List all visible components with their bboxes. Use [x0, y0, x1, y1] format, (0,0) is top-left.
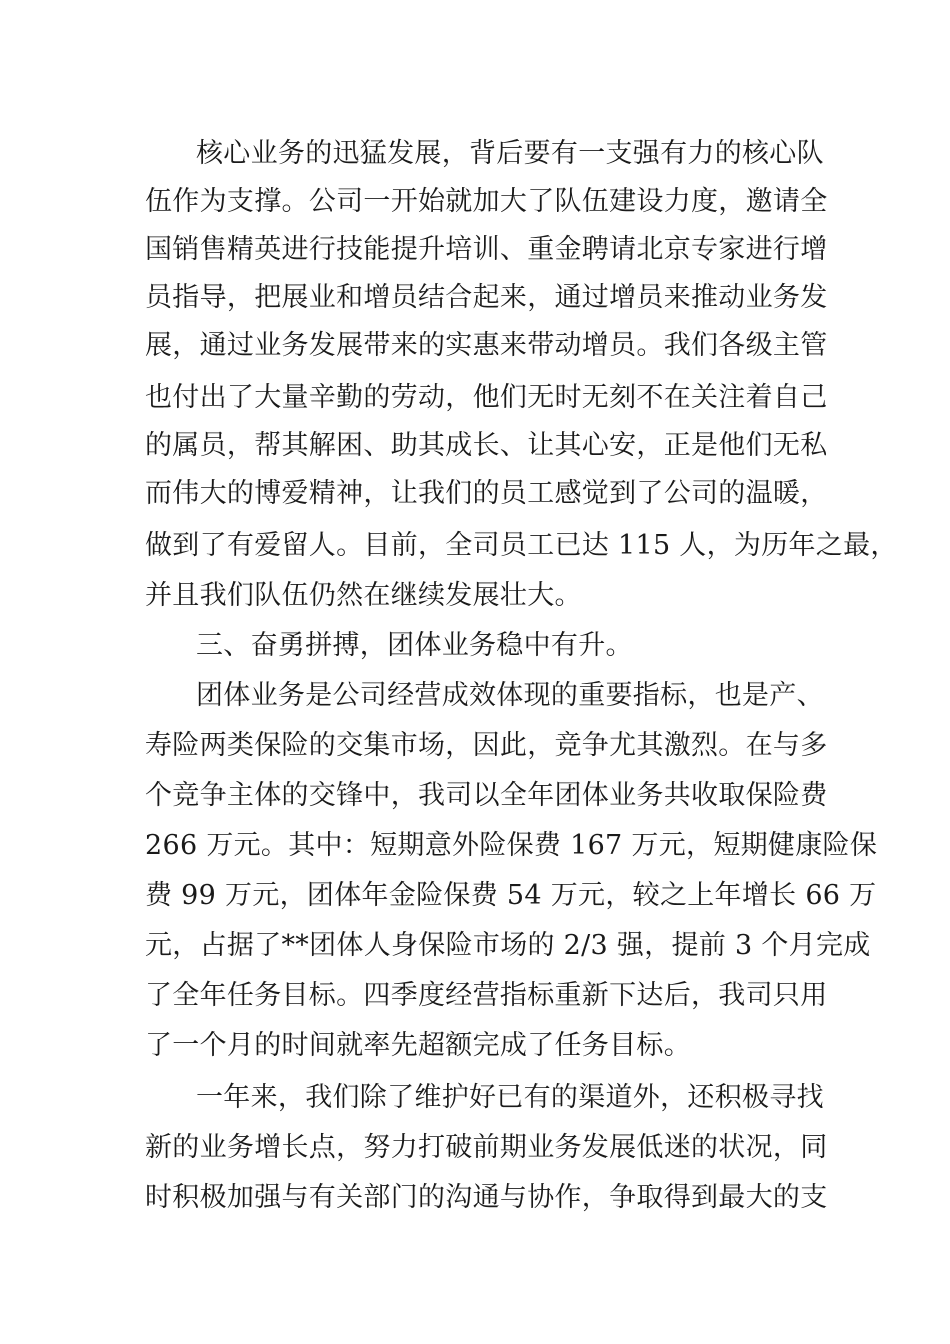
text-line: 做到了有爱留人。目前，全司员工已达 115 人，为历年之最，	[145, 530, 898, 561]
text-line: 的属员，帮其解困、助其成长、让其心安，正是他们无私	[145, 430, 828, 461]
text-line: 寿险两类保险的交集市场，因此，竞争尤其激烈。在与多	[145, 730, 828, 761]
text-line: 伍作为支撑。公司一开始就加大了队伍建设力度，邀请全	[145, 186, 828, 217]
text-line: 了全年任务目标。四季度经营指标重新下达后，我司只用	[145, 980, 828, 1011]
text-line: 国销售精英进行技能提升培训、重金聘请北京专家进行增	[145, 234, 828, 265]
text-line: 新的业务增长点，努力打破前期业务发展低迷的状况，同	[145, 1132, 828, 1163]
text-line: 元，占据了**团体人身保险市场的 2/3 强，提前 3 个月完成	[145, 930, 871, 961]
text-line: 团体业务是公司经营成效体现的重要指标，也是产、	[196, 680, 824, 711]
text-line: 并且我们队伍仍然在继续发展壮大。	[145, 580, 582, 611]
text-line: 费 99 万元，团体年金险保费 54 万元，较之上年增长 66 万	[145, 880, 877, 911]
text-line: 时积极加强与有关部门的沟通与协作，争取得到最大的支	[145, 1182, 828, 1213]
text-line: 一年来，我们除了维护好已有的渠道外，还积极寻找	[196, 1082, 824, 1113]
text-line: 核心业务的迅猛发展，背后要有一支强有力的核心队	[196, 138, 824, 169]
text-line: 266 万元。其中：短期意外险保费 167 万元，短期健康险保	[145, 830, 878, 861]
text-line: 展，通过业务发展带来的实惠来带动增员。我们各级主管	[145, 330, 828, 361]
text-line: 而伟大的博爱精神，让我们的员工感觉到了公司的温暖，	[145, 478, 828, 509]
text-line: 了一个月的时间就率先超额完成了任务目标。	[145, 1030, 691, 1061]
text-line: 员指导，把展业和增员结合起来，通过增员来推动业务发	[145, 282, 828, 313]
text-line: 个竞争主体的交锋中，我司以全年团体业务共收取保险费	[145, 780, 828, 811]
text-line: 也付出了大量辛勤的劳动，他们无时无刻不在关注着自己	[145, 382, 828, 413]
section-heading: 三、奋勇拼搏，团体业务稳中有升。	[196, 630, 633, 661]
